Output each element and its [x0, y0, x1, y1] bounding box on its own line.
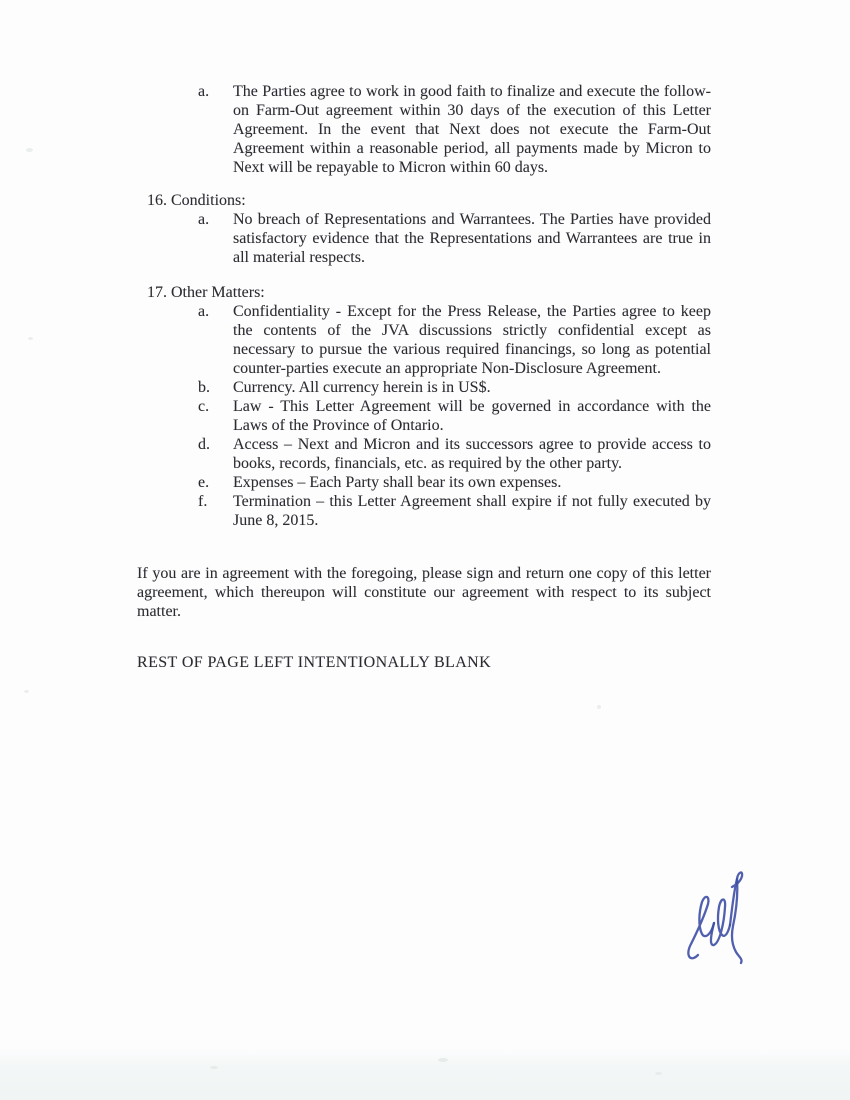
list-item-marker: d.	[198, 436, 210, 453]
list-item-16a	[198, 210, 711, 267]
list-item-text: Expenses – Each Party shall bear its own expenses.	[233, 474, 562, 491]
scan-artifact-band	[0, 1048, 850, 1100]
scan-speck	[655, 1072, 662, 1075]
handwritten-initials-signature	[683, 868, 753, 968]
list-item-marker: b.	[198, 379, 210, 396]
scan-speck	[28, 337, 33, 340]
scan-speck	[438, 1058, 448, 1062]
blank-page-notice: REST OF PAGE LEFT INTENTIONALLY BLANK	[137, 654, 492, 671]
list-item-marker: a.	[198, 83, 210, 100]
list-item-text: Confidentiality - Except for the Press Release, the Parties agree to keep the contents of the JVA discussions strictly confidential except as necessary to pursue the various required financings, so long as potential counter-parties execute an appropriate Non-Disclosure Agreement.	[233, 303, 711, 377]
document-body	[137, 82, 711, 672]
list-item-text: Access – Next and Micron and its successors agree to provide access to books, records, financials, etc. as required by the other party.	[233, 436, 711, 472]
closing-paragraph: If you are in agreement with the foregoing, please sign and return one copy of this letter agreement, which thereupon will constitute our agreement with respect to its subject matter.	[137, 565, 711, 620]
list-item-marker: f.	[198, 493, 208, 510]
list-item-17d	[198, 435, 711, 473]
scan-speck	[24, 690, 29, 693]
signature-ink	[688, 897, 714, 958]
section-heading-16: 16. Conditions:	[147, 192, 246, 209]
scan-speck	[210, 1066, 218, 1069]
list-item-17a	[198, 302, 711, 378]
list-item-marker: e.	[198, 474, 210, 491]
list-item-17f	[198, 492, 711, 530]
section-heading-17: 17. Other Matters:	[147, 284, 265, 301]
list-item-17c	[198, 397, 711, 435]
list-item-text: The Parties agree to work in good faith to finalize and execute the follow-on Farm-Out agreement within 30 days of the execution of this Letter Agreement. In the event that Next does not execute the Farm-Out Agreement within a reasonable period, all payments made by Micron to Next will be repayable to Micron within 60 days.	[233, 83, 711, 176]
list-item-text: No breach of Representations and Warrantees. The Parties have provided satisfactory evidence that the Representations and Warrantees are true in all material respects.	[233, 211, 711, 266]
scan-speck	[597, 705, 601, 709]
list-item-marker: a.	[198, 211, 210, 228]
scan-speck	[26, 148, 33, 152]
list-item-text: Termination – this Letter Agreement shall expire if not fully executed by June 8, 2015.	[233, 493, 711, 529]
list-item-intro-a	[198, 82, 711, 177]
list-item-17b	[198, 378, 711, 397]
list-item-text: Law - This Letter Agreement will be governed in accordance with the Laws of the Province of Ontario.	[233, 398, 711, 434]
signature-ink	[711, 900, 730, 946]
list-item-text: Currency. All currency herein is in US$.	[233, 379, 491, 396]
list-item-marker: a.	[198, 303, 210, 320]
list-item-marker: c.	[198, 398, 210, 415]
list-item-17e	[198, 473, 711, 492]
